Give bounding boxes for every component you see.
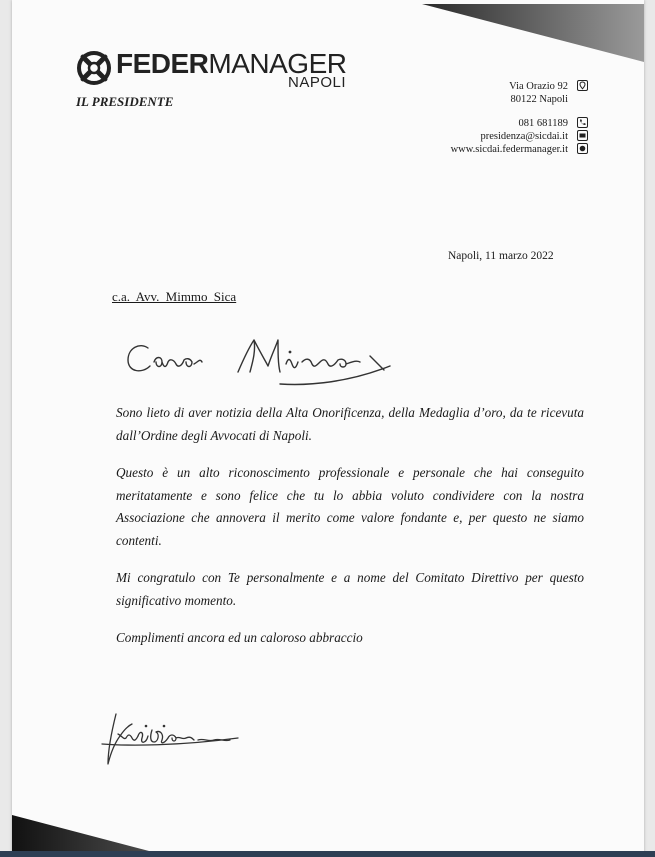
letter-paragraph: Complimenti ancora ed un caloroso abbraccio: [116, 630, 363, 645]
location-icon: [577, 80, 588, 91]
federmanager-logo-icon: [76, 50, 112, 86]
letter-body: [116, 402, 584, 665]
contact-city: 80122 Napoli: [510, 94, 568, 105]
letter-addressee: c.a. Avv. Mimmo Sica: [112, 289, 237, 304]
letter-paragraph: Questo è un alto riconoscimento professionale e personale che hai conseguito meritatamente e sono felice che tu lo abbia voluto condividere con la nostra Associazione che annovera il merito come valore fondante e, per questo ne siamo contenti.: [116, 465, 584, 548]
logo-wordmark: FEDERMANAGER: [116, 48, 347, 79]
viewer-bottom-bar: [0, 851, 655, 857]
contact-website: www.sicdai.federmanager.it: [368, 143, 588, 156]
contact-street: Via Orazio 92: [368, 80, 588, 93]
contact-email: presidenza@sicdai.it: [368, 130, 588, 143]
contact-phone: 081 681189: [368, 117, 588, 130]
sender-role: IL PRESIDENTE: [76, 94, 174, 109]
letter-page: [12, 0, 644, 857]
phone-icon: [577, 117, 588, 128]
web-icon: [577, 143, 588, 154]
email-icon: [577, 130, 588, 141]
handwritten-greeting: [120, 318, 410, 390]
contact-block: [368, 80, 588, 156]
handwritten-signature: [98, 700, 258, 780]
letter-paragraph: Sono lieto di aver notizia della Alta Onorificenza, della Medaglia d’oro, da te ricevuta dall’Ordine degli Avvocati di Napoli.: [116, 405, 584, 443]
logo-subtitle: NAPOLI: [288, 74, 347, 91]
letter-date: Napoli, 11 marzo 2022: [448, 250, 554, 262]
corner-decoration-top: [422, 0, 644, 62]
federmanager-logo: [76, 46, 356, 94]
letter-paragraph: Mi congratulo con Te personalmente e a nome del Comitato Direttivo per questo significativo momento.: [116, 570, 584, 608]
